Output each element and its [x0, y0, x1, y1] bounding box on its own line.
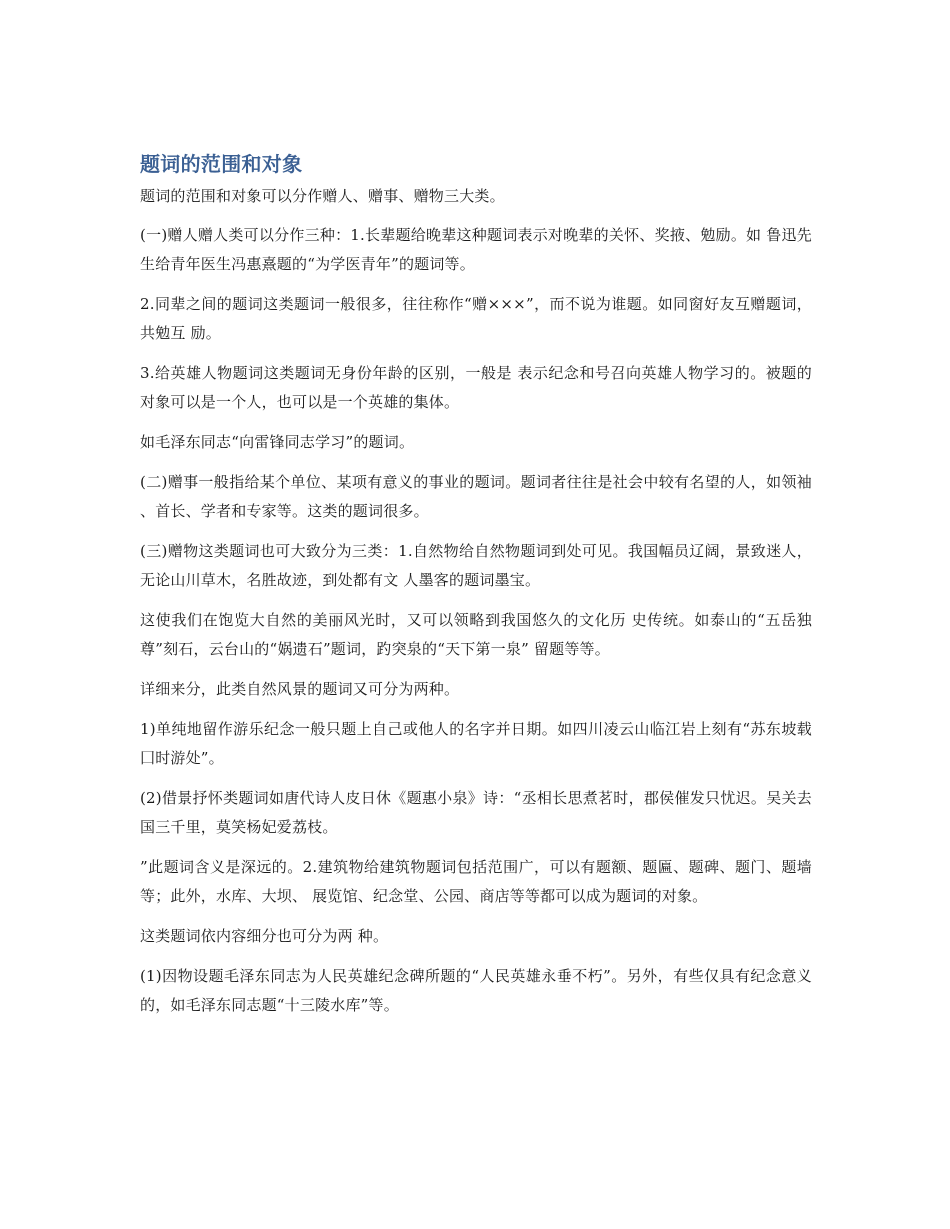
paragraph-intro: 题词的范围和对象可以分作赠人、赠事、赠物三大类。	[140, 187, 505, 205]
paragraph-scenery-examples: 这使我们在饱览大自然的美丽风光时，又可以领略到我国悠久的文化历 史传统。如泰山的“五岳独尊”刻石，云台山的“娲遗石”题词，趵突泉的“天下第一泉” 留题等等。	[140, 611, 812, 658]
paragraph-heroes: 3.给英雄人物题词这类题词无身份年龄的区别，一般是 表示纪念和号召向英雄人物学习的。被题的对象可以是一个人，也可以是一个英雄的集体。	[140, 364, 812, 411]
paragraph-monument: (1)因物设题毛泽东同志为人民英雄纪念碑所题的“人民英雄永垂不朽”。另外，有些仅具有纪念意义的，如毛泽东同志题“十三陵水库”等。	[140, 967, 812, 1014]
paragraph-gift-event: (二)赠事一般指给某个单位、某项有意义的事业的题词。题词者往往是社会中较有名望的人，如领袖 、首长、学者和专家等。这类的题词很多。	[140, 473, 812, 520]
paragraph-poem: (2)借景抒怀类题词如唐代诗人皮日休《题惠小泉》诗：“丞相长思煮茗时，郡侯催发只忧迟。吴关去国三千里，莫笑杨妃爱荔枝。	[140, 789, 812, 836]
paragraph-two-kinds: 详细来分，此类自然风景的题词又可分为两种。	[140, 680, 460, 698]
paragraph-buildings: ”此题词含义是深远的。2.建筑物给建筑物题词包括范围广，可以有题额、题匾、题碑、题门、题墙等；此外，水库、大坝、 展览馆、纪念堂、公园、商店等等都可以成为题词的对象。	[140, 858, 812, 905]
paragraph-gift-object: (三)赠物这类题词也可大致分为三类：1.自然物给自然物题词到处可见。我国幅员辽阔，景致迷人，无论山川草木，名胜故迹，到处都有文 人墨客的题词墨宝。	[140, 542, 812, 589]
document-page	[140, 150, 812, 1031]
paragraph-peers: 2.同辈之间的题词这类题词一般很多，往往称作“赠×××”，而不说为谁题。如同窗好友互赠题词，共勉互 励。	[140, 295, 812, 342]
paragraph-gift-person: (一)赠人赠人类可以分作三种：1.长辈题给晚辈这种题词表示对晚辈的关怀、奖掖、勉励。如 鲁迅先生给青年医生冯惠熹题的“为学医青年”的题词等。	[140, 226, 812, 273]
paragraph-travel-memorial: 1)单纯地留作游乐纪念一般只题上自己或他人的名字并日期。如四川凌云山临江岩上刻有“苏东坡载囗时游处”。	[140, 720, 812, 767]
paragraph-content-split: 这类题词依内容细分也可分为两 种。	[140, 927, 389, 945]
document-title: 题词的范围和对象	[140, 152, 303, 176]
paragraph-leifeng-example: 如毛泽东同志“向雷锋同志学习”的题词。	[140, 433, 415, 451]
